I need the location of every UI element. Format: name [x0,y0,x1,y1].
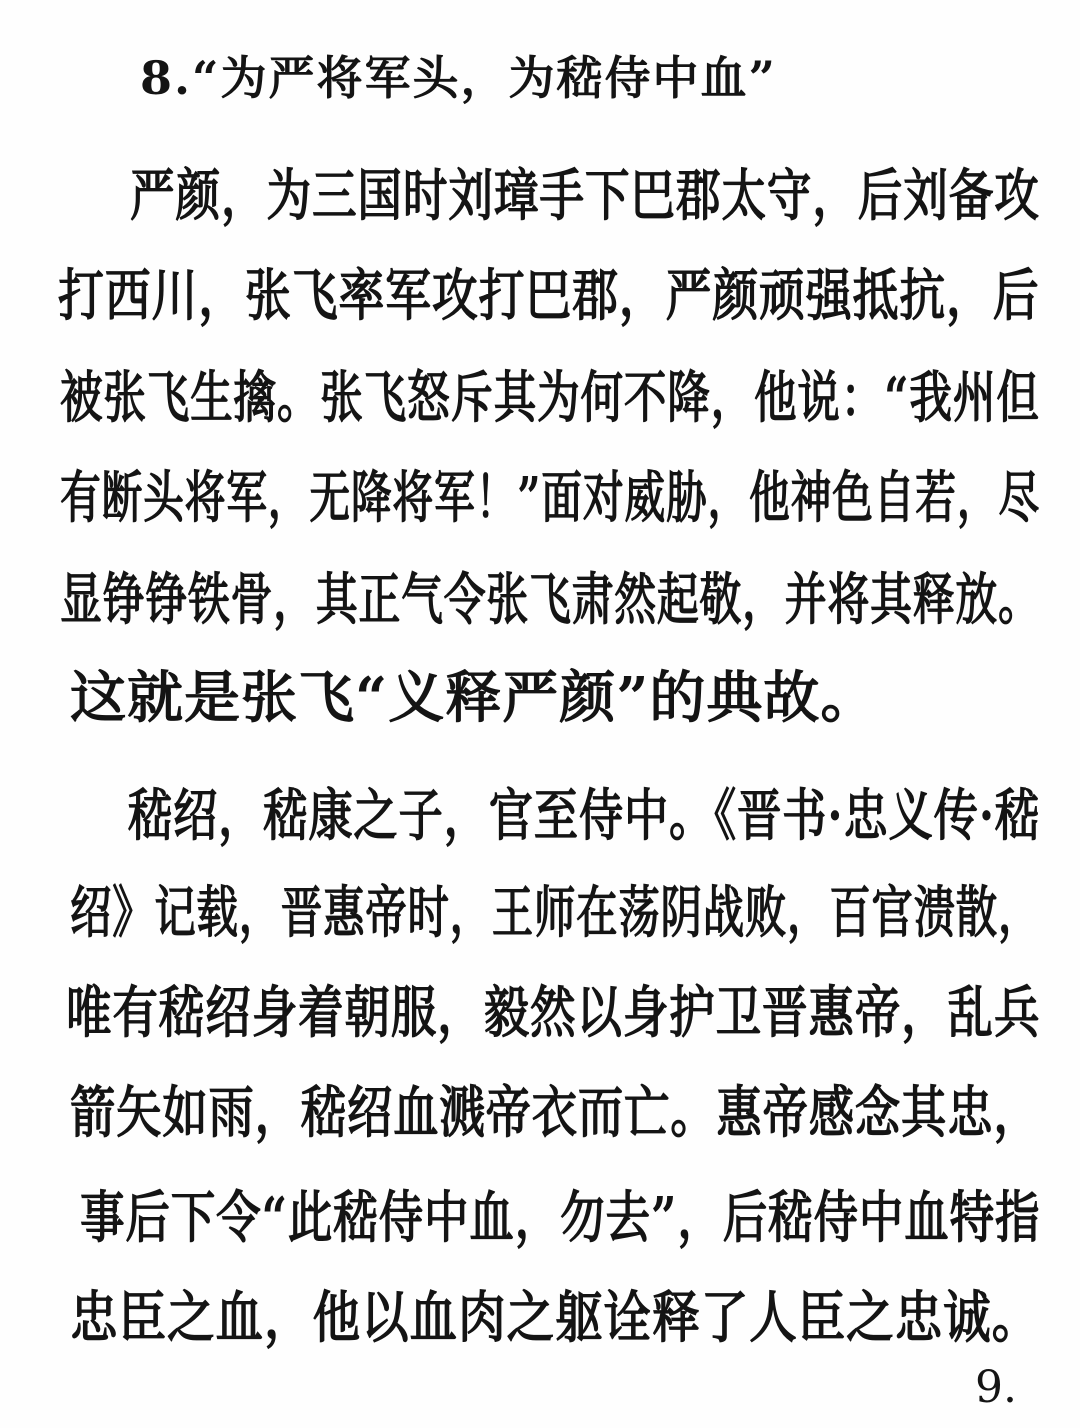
text-line-7: 嵇绍，嵇康之子，官至侍中。《晋书·忠义传·嵇 [128,783,1041,849]
text-line-3: 被张飞生擒。张飞怒斥其为何不降，他说：“我州但 [60,365,1040,431]
text-line-11: 事后下令“此嵇侍中血，勿去”，后嵇侍中血特指 [80,1185,1041,1251]
text-line-2: 打西川，张飞率军攻打巴郡，严颜顽强抵抗，后 [58,263,1040,329]
section-title: 8.“为严将军头，为嵇侍中血” [140,51,777,105]
page-number: 9. [975,1362,1017,1413]
text-line-6: 这就是张飞“义释严颜”的典故。 [70,665,878,731]
text-line-10: 箭矢如雨，嵇绍血溅帝衣而亡。惠帝感念其忠， [70,1080,1040,1146]
text-line-8: 绍》记载，晋惠帝时，王师在荡阴战败，百官溃散， [70,880,1041,946]
text-line-9: 唯有嵇绍身着朝服，毅然以身护卫晋惠帝，乱兵 [66,980,1041,1046]
text-line-4: 有断头将军，无降将军！”面对威胁，他神色自若，尽 [60,465,1040,531]
text-line-5: 显铮铮铁骨，其正气令张飞肃然起敬，并将其释放。 [60,567,1041,633]
text-line-12: 忠臣之血，他以血肉之躯诠释了人臣之忠诚。 [70,1285,1041,1351]
text-line-1: 严颜，为三国时刘璋手下巴郡太守，后刘备攻 [130,163,1040,229]
